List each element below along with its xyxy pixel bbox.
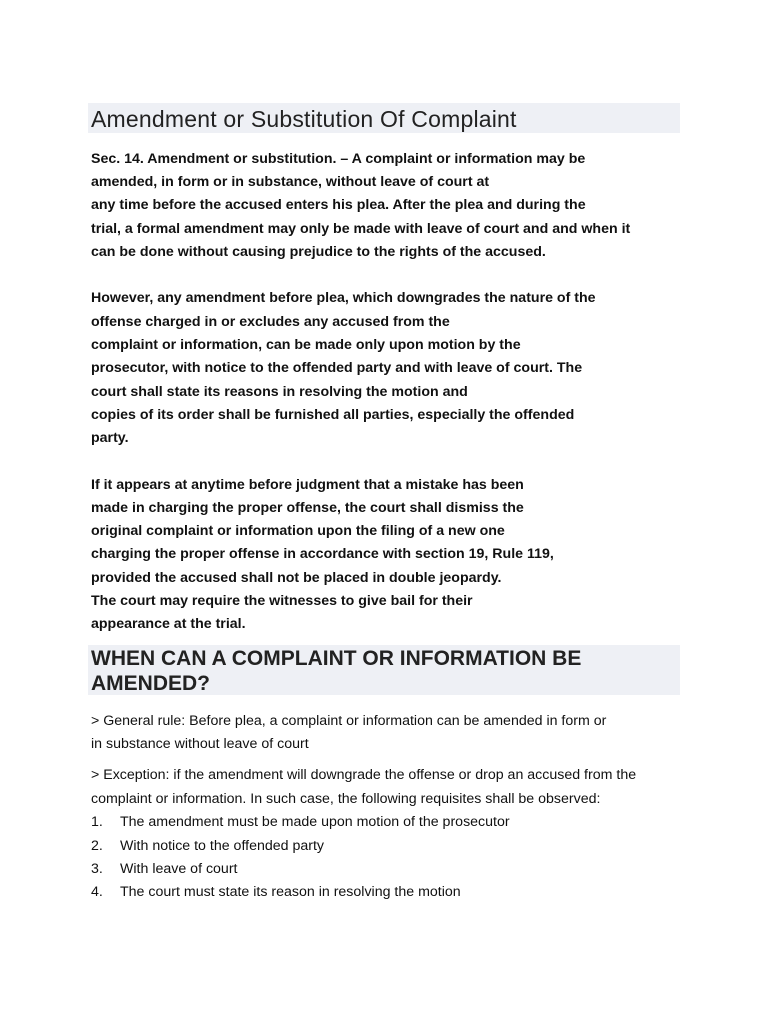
list-number: 3. bbox=[91, 861, 103, 877]
exception-line: > Exception: if the amendment will downgrade the offense or drop an accused from the bbox=[91, 767, 637, 783]
subheading-band bbox=[88, 645, 680, 695]
general-rule-line: in substance without leave of court bbox=[91, 736, 309, 752]
paragraph-line: If it appears at anytime before judgment that a mistake has been bbox=[91, 477, 524, 493]
paragraph-line: any time before the accused enters his plea. After the plea and during the bbox=[91, 197, 586, 213]
paragraph-line: appearance at the trial. bbox=[91, 616, 246, 632]
subheading-line: WHEN CAN A COMPLAINT OR INFORMATION BE bbox=[91, 647, 582, 670]
paragraph-line: prosecutor, with notice to the offended party and with leave of court. The bbox=[91, 360, 583, 376]
paragraph-line: trial, a formal amendment may only be made with leave of court and and when it bbox=[91, 221, 631, 237]
paragraph-line: Sec. 14. Amendment or substitution. – A complaint or information may be bbox=[91, 151, 586, 167]
paragraph-line: charging the proper offense in accordance with section 19, Rule 119, bbox=[91, 546, 554, 562]
list-number: 2. bbox=[91, 838, 103, 854]
title-band bbox=[88, 103, 680, 133]
general-rule-line: > General rule: Before plea, a complaint or information can be amended in form or bbox=[91, 713, 607, 729]
paragraph-line: court shall state its reasons in resolving the motion and bbox=[91, 384, 468, 400]
paragraph-line: offense charged in or excludes any accused from the bbox=[91, 314, 450, 330]
list-number: 4. bbox=[91, 884, 103, 900]
list-number: 1. bbox=[91, 814, 103, 830]
paragraph-line: party. bbox=[91, 430, 129, 446]
paragraph-line: original complaint or information upon the filing of a new one bbox=[91, 523, 505, 539]
paragraph-line: provided the accused shall not be placed in double jeopardy. bbox=[91, 570, 502, 586]
paragraph-line: complaint or information, can be made only upon motion by the bbox=[91, 337, 521, 353]
paragraph-line: amended, in form or in substance, without leave of court at bbox=[91, 174, 490, 190]
subheading-line: AMENDED? bbox=[91, 672, 210, 695]
list-item: With notice to the offended party bbox=[120, 838, 325, 854]
list-item: The amendment must be made upon motion of the prosecutor bbox=[120, 814, 510, 830]
paragraph-line: made in charging the proper offense, the court shall dismiss the bbox=[91, 500, 524, 516]
list-item: The court must state its reason in resolving the motion bbox=[120, 884, 461, 900]
paragraph-line: The court may require the witnesses to give bail for their bbox=[91, 593, 473, 609]
exception-line: complaint or information. In such case, the following requisites shall be observed: bbox=[91, 791, 601, 807]
paragraph-line: can be done without causing prejudice to the rights of the accused. bbox=[91, 244, 546, 260]
paragraph-line: However, any amendment before plea, which downgrades the nature of the bbox=[91, 290, 596, 306]
list-item: With leave of court bbox=[120, 861, 238, 877]
page-title: Amendment or Substitution Of Complaint bbox=[91, 106, 517, 132]
paragraph-line: copies of its order shall be furnished all parties, especially the offended bbox=[91, 407, 575, 423]
subheading bbox=[91, 646, 581, 696]
